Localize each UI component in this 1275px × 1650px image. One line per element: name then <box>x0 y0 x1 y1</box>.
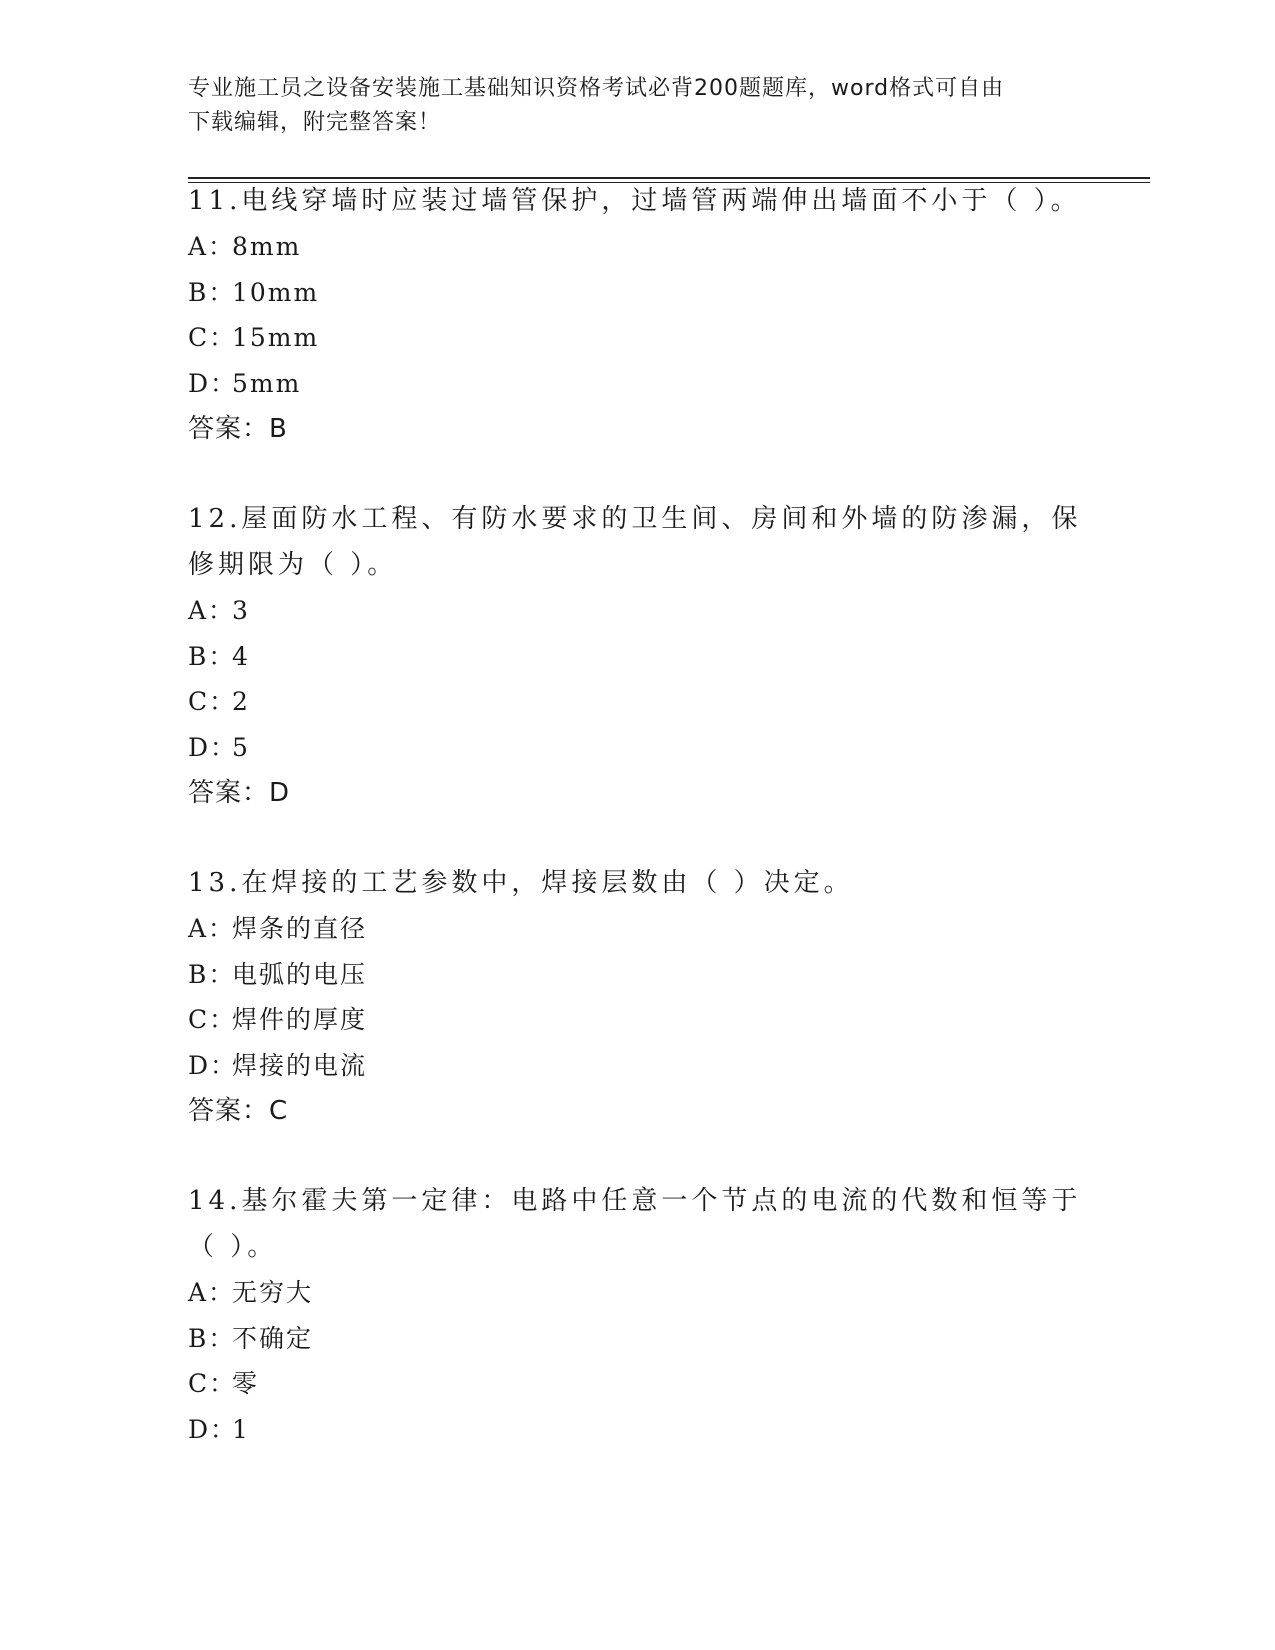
question-13 <box>188 860 1088 1134</box>
option-letter: A： <box>188 232 236 261</box>
option-letter: A： <box>188 596 236 625</box>
option-letter: D： <box>188 732 238 762</box>
option-value: 4 <box>232 641 250 671</box>
option-value: 5 <box>232 732 250 762</box>
option-value: 15mm <box>232 323 320 352</box>
option-value: 1 <box>232 1414 250 1444</box>
option-a <box>188 588 1088 634</box>
option-a <box>188 906 1088 952</box>
option-value: 不确定 <box>232 1323 314 1353</box>
option-c <box>188 315 1088 361</box>
option-letter: B： <box>188 277 236 307</box>
option-letter: D： <box>188 368 238 398</box>
option-letter: C： <box>188 1005 237 1034</box>
question-text: 11.电线穿墙时应装过墙管保护，过墙管两端伸出墙面不小于（ ）。 <box>188 186 1081 216</box>
option-letter: D： <box>188 1414 238 1444</box>
option-d <box>188 1407 1088 1453</box>
option-b <box>188 1316 1088 1362</box>
option-d <box>188 361 1088 407</box>
header-line-1: 专业施工员之设备安装施工基础知识资格考试必背200题题库，word格式可自由 <box>188 76 1005 101</box>
option-letter: B： <box>188 1323 236 1353</box>
answer-label: 答案：B <box>188 414 288 444</box>
answer-label: 答案：D <box>188 778 291 808</box>
option-c <box>188 997 1088 1043</box>
option-b <box>188 270 1088 316</box>
question-text: 14.基尔霍夫第一定律：电路中任意一个节点的电流的代数和恒等于（ ）。 <box>188 1186 1082 1262</box>
option-b <box>188 952 1088 998</box>
option-value: 8mm <box>232 232 302 261</box>
question-text: 12.屋面防水工程、有防水要求的卫生间、房间和外墙的防渗漏，保修期限为（ ）。 <box>188 504 1082 580</box>
option-d <box>188 725 1088 771</box>
option-letter: C： <box>188 687 237 716</box>
option-value: 焊接的电流 <box>232 1050 368 1080</box>
answer-label: 答案：C <box>188 1096 289 1126</box>
question-14 <box>188 1178 1088 1452</box>
option-letter: A： <box>188 914 236 943</box>
option-letter: C： <box>188 1369 237 1398</box>
option-value: 零 <box>232 1369 260 1398</box>
document-header <box>188 72 1068 140</box>
question-12 <box>188 496 1088 816</box>
question-text: 13.在焊接的工艺参数中，焊接层数由（ ）决定。 <box>188 868 854 898</box>
option-letter: B： <box>188 641 236 671</box>
option-a <box>188 1270 1088 1316</box>
option-value: 5mm <box>232 368 302 398</box>
option-value: 3 <box>232 596 250 625</box>
option-value: 无穷大 <box>232 1278 314 1307</box>
option-value: 2 <box>232 687 250 716</box>
option-letter: A： <box>188 1278 236 1307</box>
option-a <box>188 224 1088 270</box>
option-c <box>188 679 1088 725</box>
option-d <box>188 1043 1088 1089</box>
option-letter: B： <box>188 959 236 989</box>
question-11 <box>188 178 1088 452</box>
header-line-2: 下载编辑，附完整答案！ <box>188 110 442 135</box>
option-value: 焊件的厚度 <box>232 1005 368 1034</box>
option-value: 电弧的电压 <box>232 959 368 989</box>
option-value: 10mm <box>232 277 320 307</box>
option-c <box>188 1361 1088 1407</box>
option-value: 焊条的直径 <box>232 914 368 943</box>
option-letter: D： <box>188 1050 238 1080</box>
option-b <box>188 634 1088 680</box>
option-letter: C： <box>188 323 237 352</box>
